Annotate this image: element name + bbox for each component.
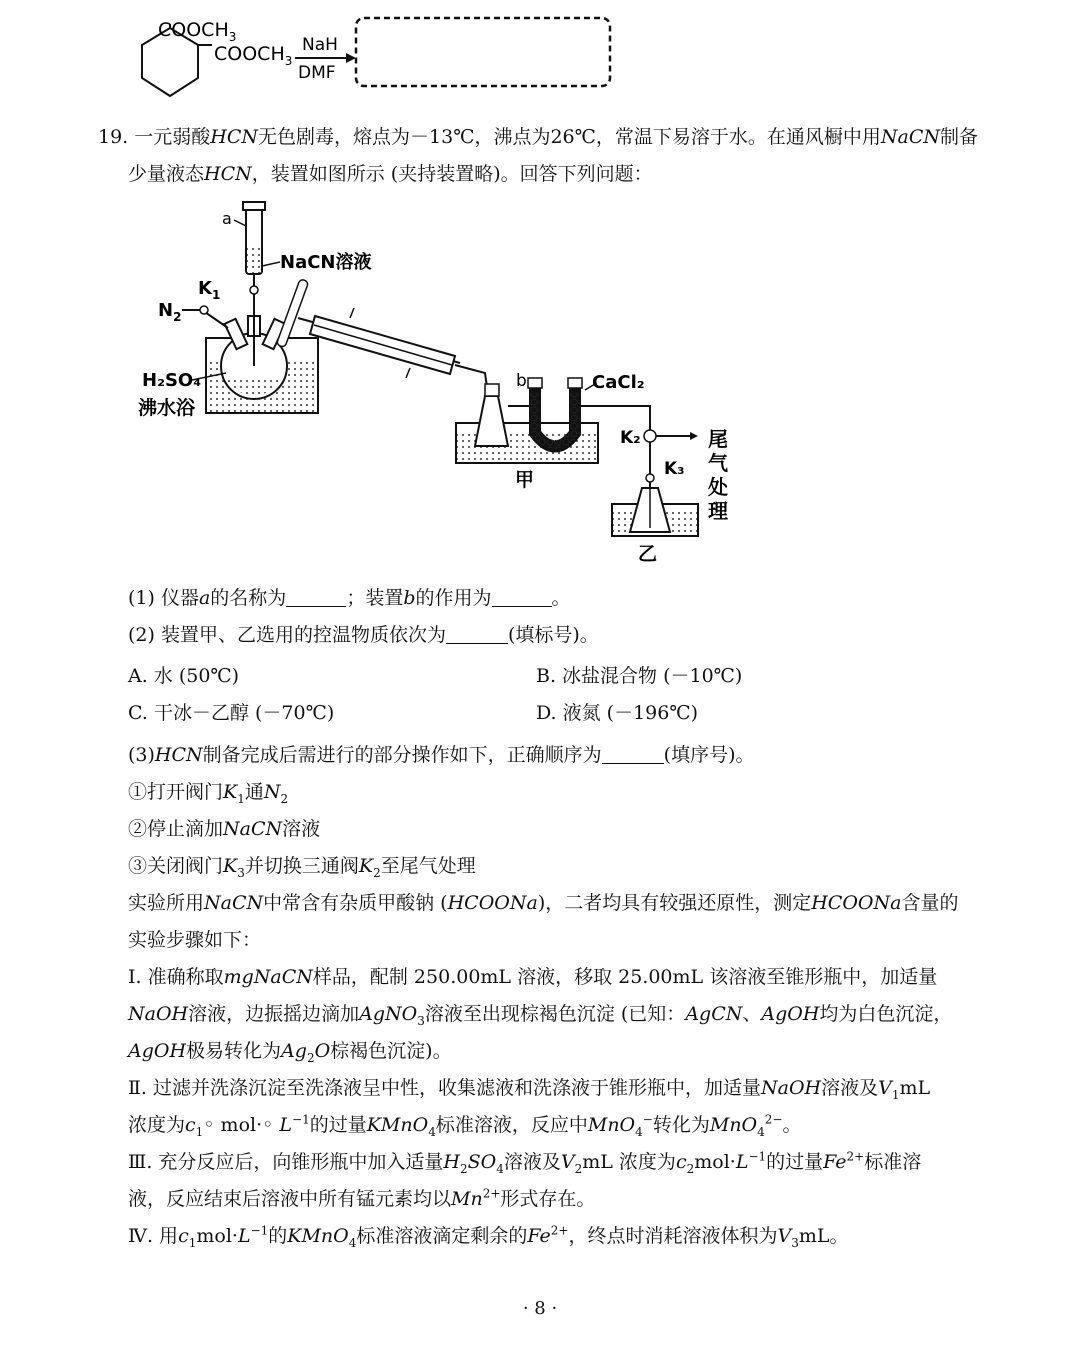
label-boiling-bath: 沸水浴 [138,397,196,419]
svg-text:K₃: K₃ [664,459,685,479]
question-1: (1) 仪器a的名称为 ；装置b的作用为 。 [128,587,571,609]
svg-text:N2: $N_2$ [158,300,182,324]
label-jia: 甲 [515,469,535,491]
label-nacn-solution: NaCN溶液 [280,252,372,273]
question-stem-line2: 少量液态HCN，装置如图所示 (夹持装置略)。回答下列问题： [128,163,653,185]
answer-blank-2[interactable] [492,588,552,607]
ester-group-1: COOCH [158,19,229,41]
cyclic-diester-structure [130,10,630,100]
label-h2so4: H₂SO₄ [142,370,202,391]
step-option-1: ①打开阀门$K_1$通$N_2$ [128,781,289,806]
step1-line1: Ⅰ. 准确称取mgNaCN样品，配制 250.00mL 溶液，移取 25.00mL 该溶液至锥形瓶中，加适量 [128,966,938,988]
svg-text:气: 气 [708,451,728,475]
valve-k3 [646,474,654,482]
svg-text:COOCH3: $COOCH_3$ [214,43,293,68]
label-yi: 乙 [638,543,658,565]
step1-line3: AgOH极易转化为$Ag_2O$棕褐色沉淀)。 [128,1040,452,1065]
svg-text:COOCH3: $COOCH_3$ [158,19,237,44]
valve-k1 [200,306,208,314]
intro-line1: 实验所用NaCN中常含有杂质甲酸钠 (HCOONa)，二者均具有较强还原性，测定HCOONa含量的 [128,892,959,914]
label-k1: K [198,278,212,299]
answer-blank-1[interactable] [286,588,346,607]
option-b: B. 冰盐混合物 (－10℃) [536,665,743,687]
reaction-scheme [130,10,630,100]
apparatus-svg [130,198,750,568]
svg-text:处: 处 [708,475,728,499]
question-stem-line1: 19. 一元弱酸HCN无色剧毒，熔点为－13℃，沸点为26℃，常温下易溶于水。在通风橱中用NaCN制备 [98,126,979,148]
svg-text:b: b [516,371,527,391]
answer-blank-4[interactable] [602,745,664,764]
step4-line1: Ⅳ. 用$c_1mol\cdot L^{-1}$的KMnO$_4$标准溶液滴定剩余的$Fe^{2+}$，终点时消耗溶液体积为$V_3mL$。 [128,1223,849,1250]
svg-text:理: 理 [708,499,728,523]
svg-text:K₂: K₂ [620,428,641,448]
option-c: C. 干冰－乙醇 (－70℃) [128,702,335,724]
svg-text:K1: $K_1$ [198,278,221,302]
valve-k2 [644,430,656,442]
intro-line2: 实验步骤如下： [128,929,262,951]
apparatus-diagram [130,198,750,568]
svg-text:a: a [222,209,232,228]
page-number: · 8 · [522,1298,558,1319]
label-cacl2: CaCl₂ [592,372,645,393]
reagent-nah: NaH [302,35,338,55]
question-2: (2) 装置甲、乙选用的控温物质依次为 (填标号)。 [128,624,599,646]
reagent-dmf: DMF [298,63,336,83]
step-option-2: ②停止滴加NaCN溶液 [128,818,321,840]
step1-line2: NaOH溶液，边振摇边滴加AgNO$_3$溶液至出现棕褐色沉淀 (已知：AgCN、AgOH均为白色沉淀， [128,1003,953,1028]
svg-text:尾: 尾 [708,427,728,451]
step3-line2: 液，反应结束后溶液中所有锰元素均以$Mn^{2+}$形式存在。 [128,1186,596,1210]
step3-line1: Ⅲ. 充分反应后，向锥形瓶中加入适量$H_2SO_4$溶液及$V_2mL$ 浓度为$c_2mol\cdot L^{-1}$的过量$Fe^{2+}$标准溶 [128,1149,922,1176]
answer-box [356,18,610,86]
ester-group-2: COOCH [214,43,285,65]
step2-line2: 浓度为$c_1◦$ mol·◦ $L^{-1}$的过量KMnO$_4$标准溶液，反应中MnO$_4$−转化为MnO$_4^{2-}$。 [128,1112,802,1139]
label-n2: N [158,300,174,321]
answer-blank-3[interactable] [446,625,508,644]
step2-line1: Ⅱ. 过滤并洗涤沉淀至洗涤液呈中性，收集滤液和洗涤液于锥形瓶中，加适量NaOH溶液及$V_1mL$ [128,1077,931,1102]
option-a: A. 水 (50℃) [128,665,240,687]
option-d: D. 液氮 (－196℃) [536,702,699,724]
question-3: (3)HCN制备完成后需进行的部分操作如下，正确顺序为 (填序号)。 [128,744,755,766]
flask-b [475,396,508,446]
step-option-3: ③关闭阀门$K_3$并切换三通阀$K_2$至尾气处理 [128,855,476,880]
